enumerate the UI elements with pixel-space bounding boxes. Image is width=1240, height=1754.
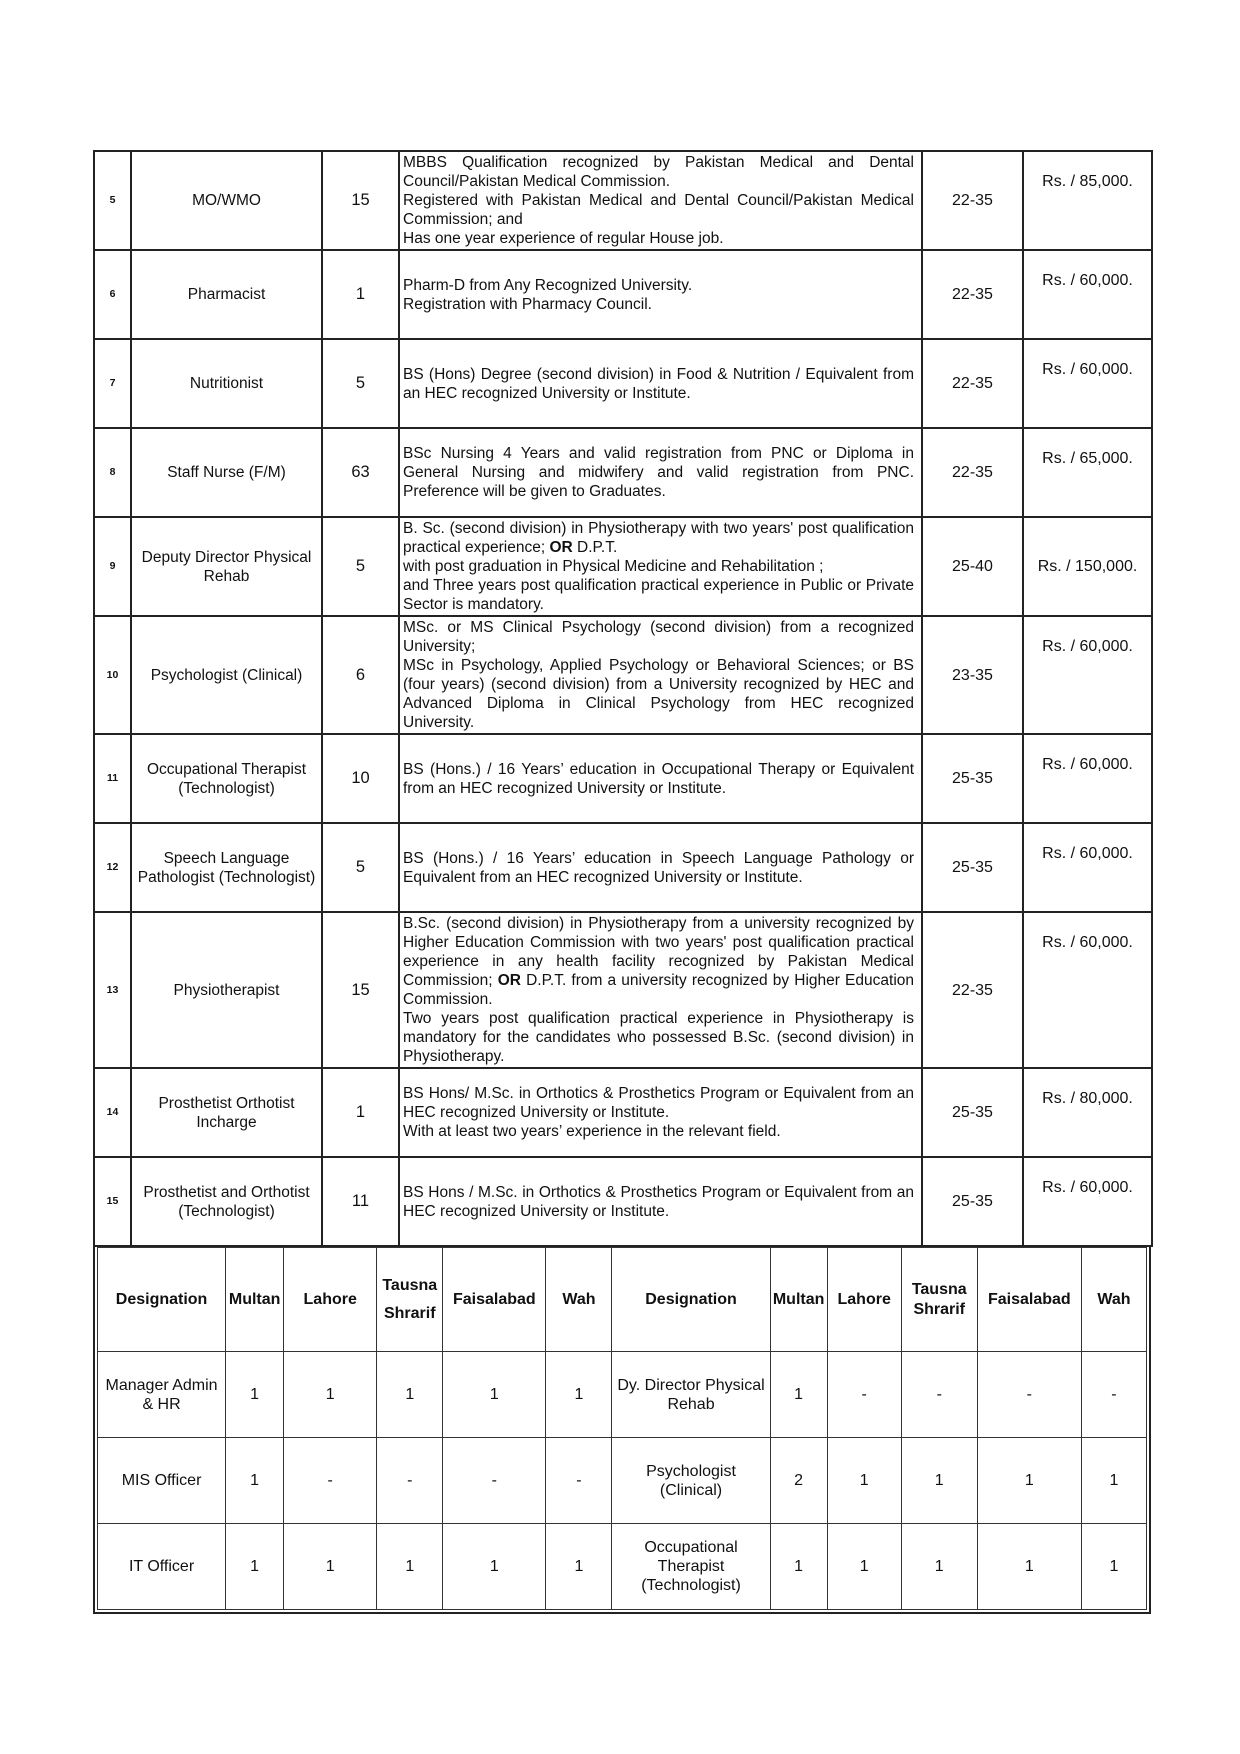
serial-number: 5 <box>94 151 131 250</box>
qualification-line: and Three years post qualification practical experience in Public or Private Sector is mandatory. <box>403 577 914 613</box>
post-row <box>94 339 1152 428</box>
post-count: 1 <box>322 1068 399 1157</box>
distribution-wah-right: 1 <box>1081 1438 1146 1524</box>
distribution-designation-left: IT Officer <box>98 1524 226 1610</box>
distribution-wah-right: - <box>1081 1352 1146 1438</box>
post-row <box>94 151 1152 250</box>
post-age-limit: 22-35 <box>922 428 1023 517</box>
distribution-faisalabad-left: 1 <box>443 1352 546 1438</box>
qualification-line: with post graduation in Physical Medicine and Rehabilitation ; <box>403 558 824 575</box>
distribution-faisalabad-right: 1 <box>977 1524 1081 1610</box>
post-count: 63 <box>322 428 399 517</box>
distribution-multan-right: 1 <box>770 1524 827 1610</box>
qualification-line: Has one year experience of regular House job. <box>403 230 724 247</box>
distribution-tausna-left: 1 <box>377 1524 443 1610</box>
header-multan-left: Multan <box>226 1248 284 1352</box>
post-qualification <box>399 616 922 734</box>
distribution-designation-left: Manager Admin & HR <box>98 1352 226 1438</box>
post-designation: Prosthetist Orthotist Incharge <box>131 1068 322 1157</box>
serial-number: 7 <box>94 339 131 428</box>
distribution-multan-left: 1 <box>226 1352 284 1438</box>
post-designation: MO/WMO <box>131 151 322 250</box>
post-count: 1 <box>322 250 399 339</box>
qualification-line: BS (Hons.) / 16 Years’ education in Speech Language Pathology or Equivalent from an HEC recognized University or Institute. <box>403 849 914 886</box>
post-pay: Rs. / 150,000. <box>1023 517 1152 616</box>
qualification-line: With at least two years’ experience in the relevant field. <box>403 1123 781 1140</box>
post-count: 15 <box>322 151 399 250</box>
post-pay: Rs. / 60,000. <box>1023 1157 1152 1246</box>
serial-number: 10 <box>94 616 131 734</box>
header-faisalabad-right: Faisalabad <box>977 1248 1081 1352</box>
distribution-designation-left: MIS Officer <box>98 1438 226 1524</box>
qualification-line: BSc Nursing 4 Years and valid registration from PNC or Diploma in General Nursing and midwifery and valid registration from PNC. Preference will be given to Graduates. <box>403 445 914 500</box>
qualification-line: Registered with Pakistan Medical and Dental Council/Pakistan Medical Commission; and <box>403 192 914 228</box>
post-pay: Rs. / 60,000. <box>1023 339 1152 428</box>
qualification-line: MSc in Psychology, Applied Psychology or Behavioral Sciences; or BS (four years) (second division) from a University recognized by HEC and Advanced Diploma in Clinical Psychology from HEC recognized University. <box>403 657 914 731</box>
distribution-tausna-left: - <box>377 1438 443 1524</box>
distribution-wah-left: 1 <box>546 1524 612 1610</box>
distribution-designation-right: Psychologist (Clinical) <box>612 1438 770 1524</box>
post-age-limit: 25-40 <box>922 517 1023 616</box>
serial-number: 6 <box>94 250 131 339</box>
qualification-line: Registration with Pharmacy Council. <box>403 295 652 313</box>
serial-number: 13 <box>94 912 131 1068</box>
distribution-lahore-right: 1 <box>827 1524 901 1610</box>
distribution-row <box>98 1438 1147 1524</box>
distribution-designation-right: Dy. Director Physical Rehab <box>612 1352 770 1438</box>
qualification-line: BS Hons/ M.Sc. in Orthotics & Prosthetics Program or Equivalent from an HEC recognized University or Institute. <box>403 1085 914 1121</box>
distribution-lahore-right: - <box>827 1352 901 1438</box>
post-age-limit: 22-35 <box>922 151 1023 250</box>
serial-number: 8 <box>94 428 131 517</box>
qualification-line: Two years post qualification practical experience in Physiotherapy is mandatory for the candidates who possessed B.Sc. (second division) in Physiotherapy. <box>403 1010 914 1065</box>
post-age-limit: 22-35 <box>922 912 1023 1068</box>
post-pay: Rs. / 60,000. <box>1023 823 1152 912</box>
distribution-wah-left: - <box>546 1438 612 1524</box>
post-designation: Nutritionist <box>131 339 322 428</box>
qualification-line: B.Sc. (second division) in Physiotherapy from a university recognized by Higher Education Commission with two years' post qualification practical experience in any health facility recognized by Pakistan Medical Commission; OR D.P.T. from a university recognized by Higher Education Commission. <box>403 915 914 1008</box>
distribution-tausna-left: 1 <box>377 1352 443 1438</box>
qualification-line: B. Sc. (second division) in Physiotherapy with two years' post qualification practical experience; OR D.P.T. <box>403 520 914 556</box>
post-count: 5 <box>322 517 399 616</box>
post-designation: Psychologist (Clinical) <box>131 616 322 734</box>
distribution-table-wrapper <box>93 1247 1151 1614</box>
distribution-faisalabad-left: 1 <box>443 1524 546 1610</box>
post-pay: Rs. / 60,000. <box>1023 912 1152 1068</box>
serial-number: 9 <box>94 517 131 616</box>
post-age-limit: 22-35 <box>922 339 1023 428</box>
post-qualification <box>399 912 922 1068</box>
post-row <box>94 428 1152 517</box>
serial-number: 12 <box>94 823 131 912</box>
distribution-lahore-left: 1 <box>284 1352 377 1438</box>
distribution-faisalabad-right: - <box>977 1352 1081 1438</box>
post-designation: Staff Nurse (F/M) <box>131 428 322 517</box>
serial-number: 11 <box>94 734 131 823</box>
post-pay: Rs. / 60,000. <box>1023 734 1152 823</box>
distribution-multan-left: 1 <box>226 1524 284 1610</box>
header-faisalabad-left: Faisalabad <box>443 1248 546 1352</box>
post-row <box>94 616 1152 734</box>
post-pay: Rs. / 60,000. <box>1023 616 1152 734</box>
post-row <box>94 734 1152 823</box>
header-tausna-left: Tausna Shrarif <box>377 1248 443 1352</box>
posts-table <box>93 150 1153 1247</box>
post-qualification <box>399 428 922 517</box>
post-pay: Rs. / 65,000. <box>1023 428 1152 517</box>
distribution-table <box>97 1247 1147 1610</box>
distribution-lahore-right: 1 <box>827 1438 901 1524</box>
post-count: 5 <box>322 823 399 912</box>
post-count: 15 <box>322 912 399 1068</box>
post-qualification <box>399 1157 922 1246</box>
post-count: 10 <box>322 734 399 823</box>
post-designation: Speech Language Pathologist (Technologist) <box>131 823 322 912</box>
distribution-header-row <box>98 1248 1147 1352</box>
post-row <box>94 1068 1152 1157</box>
header-multan-right: Multan <box>770 1248 827 1352</box>
distribution-multan-right: 2 <box>770 1438 827 1524</box>
header-designation-left: Designation <box>98 1248 226 1352</box>
post-designation: Deputy Director Physical Rehab <box>131 517 322 616</box>
post-pay: Rs. / 80,000. <box>1023 1068 1152 1157</box>
post-row <box>94 823 1152 912</box>
post-qualification <box>399 823 922 912</box>
distribution-lahore-left: - <box>284 1438 377 1524</box>
header-wah-right: Wah <box>1081 1248 1146 1352</box>
distribution-multan-left: 1 <box>226 1438 284 1524</box>
post-qualification <box>399 151 922 250</box>
distribution-tausna-right: - <box>901 1352 977 1438</box>
post-designation: Pharmacist <box>131 250 322 339</box>
distribution-row <box>98 1524 1147 1610</box>
post-designation: Prosthetist and Orthotist (Technologist) <box>131 1157 322 1246</box>
header-wah-left: Wah <box>546 1248 612 1352</box>
post-pay: Rs. / 60,000. <box>1023 250 1152 339</box>
post-age-limit: 22-35 <box>922 250 1023 339</box>
distribution-multan-right: 1 <box>770 1352 827 1438</box>
post-age-limit: 25-35 <box>922 1157 1023 1246</box>
post-count: 5 <box>322 339 399 428</box>
qualification-line: MSc. or MS Clinical Psychology (second division) from a recognized University; <box>403 619 914 655</box>
post-age-limit: 25-35 <box>922 1068 1023 1157</box>
post-age-limit: 25-35 <box>922 823 1023 912</box>
qualification-line: BS (Hons) Degree (second division) in Food & Nutrition / Equivalent from an HEC recognized University or Institute. <box>403 365 914 402</box>
header-lahore-left: Lahore <box>284 1248 377 1352</box>
post-qualification <box>399 734 922 823</box>
serial-number: 14 <box>94 1068 131 1157</box>
qualification-line: BS (Hons.) / 16 Years’ education in Occupational Therapy or Equivalent from an HEC recognized University or Institute. <box>403 760 914 797</box>
header-designation-right: Designation <box>612 1248 770 1352</box>
post-row <box>94 517 1152 616</box>
post-row <box>94 912 1152 1068</box>
qualification-line: Pharm-D from Any Recognized University. <box>403 276 693 294</box>
qualification-line: BS Hons / M.Sc. in Orthotics & Prosthetics Program or Equivalent from an HEC recognized University or Institute. <box>403 1183 914 1220</box>
header-lahore-right: Lahore <box>827 1248 901 1352</box>
post-qualification <box>399 250 922 339</box>
qualification-line: MBBS Qualification recognized by Pakistan Medical and Dental Council/Pakistan Medical Commission. <box>403 154 914 190</box>
post-row <box>94 1157 1152 1246</box>
post-age-limit: 23-35 <box>922 616 1023 734</box>
distribution-wah-left: 1 <box>546 1352 612 1438</box>
post-count: 6 <box>322 616 399 734</box>
serial-number: 15 <box>94 1157 131 1246</box>
distribution-tausna-right: 1 <box>901 1524 977 1610</box>
distribution-faisalabad-right: 1 <box>977 1438 1081 1524</box>
distribution-lahore-left: 1 <box>284 1524 377 1610</box>
post-age-limit: 25-35 <box>922 734 1023 823</box>
header-tausna-right: Tausna Shrarif <box>901 1248 977 1352</box>
post-qualification <box>399 339 922 428</box>
post-pay: Rs. / 85,000. <box>1023 151 1152 250</box>
post-count: 11 <box>322 1157 399 1246</box>
distribution-row <box>98 1352 1147 1438</box>
post-row <box>94 250 1152 339</box>
distribution-wah-right: 1 <box>1081 1524 1146 1610</box>
document-page <box>93 150 1151 1614</box>
distribution-faisalabad-left: - <box>443 1438 546 1524</box>
post-designation: Occupational Therapist (Technologist) <box>131 734 322 823</box>
post-qualification <box>399 517 922 616</box>
distribution-tausna-right: 1 <box>901 1438 977 1524</box>
post-designation: Physiotherapist <box>131 912 322 1068</box>
distribution-designation-right: Occupational Therapist (Technologist) <box>612 1524 770 1610</box>
post-qualification <box>399 1068 922 1157</box>
